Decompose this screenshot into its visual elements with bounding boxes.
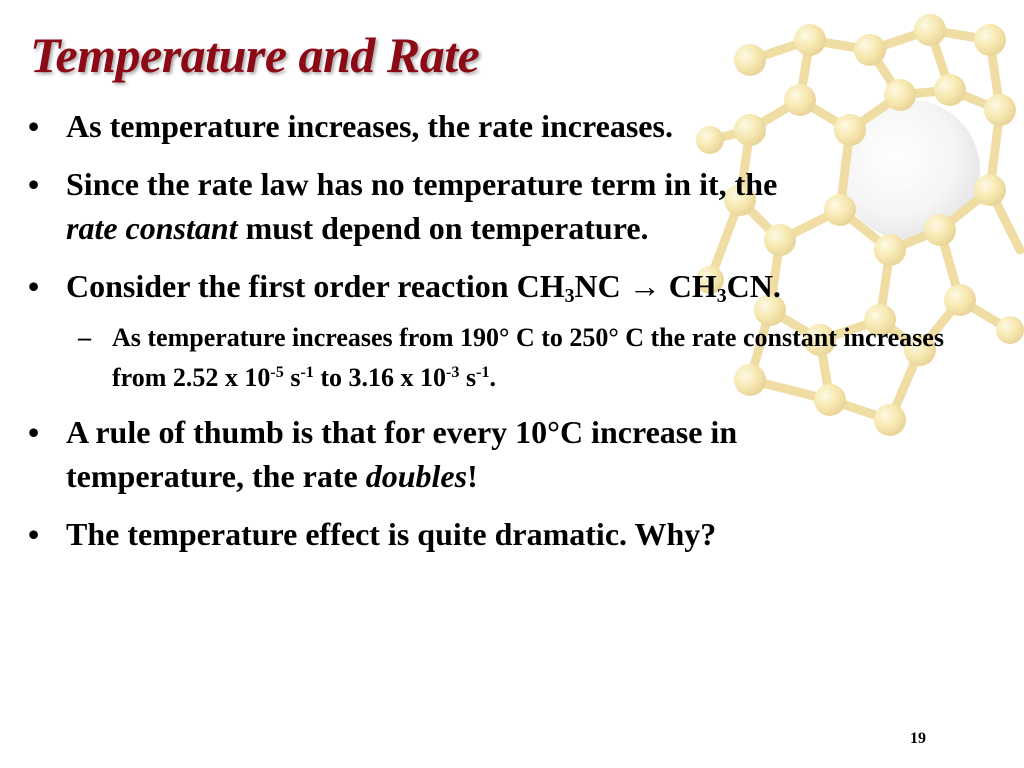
sub-bullet-text: . [489,363,496,392]
bullet-text: CN. [726,268,781,304]
bullet-marker: • [28,414,40,450]
sub-bullet-marker: – [78,323,91,352]
sub-bullet-text: s [283,363,301,392]
bullet-text: must depend on temperature. [237,210,649,246]
superscript: -1 [476,364,490,382]
superscript: -1 [300,364,314,382]
bullet-item [28,410,988,498]
bullet-marker: • [28,268,40,304]
bullet-text: NC → CH [574,268,717,304]
sub-bullet-text: C the rate constant increases from 2.52 x 10 [112,323,944,392]
page-number: 19 [910,730,926,747]
bullet-marker: • [28,166,40,202]
bullet-marker: • [28,108,40,144]
bullet-text: temperature, the rate [66,458,366,494]
sub-bullet-text: s [459,363,477,392]
slide-title: Temperature and Rate [30,27,480,83]
degree-symbol: ° [608,323,619,352]
superscript: -3 [446,364,460,382]
slide-content [28,104,988,570]
bullet-item [28,104,988,148]
bullet-text: Since the rate law has no temperature term in it, the [66,166,778,202]
bullet-text: A rule of thumb is that for every 10°C increase in [66,414,738,450]
bullet-emphasis: doubles [365,458,468,494]
sub-bullet-item [28,318,988,398]
bullet-emphasis: rate constant [66,210,238,246]
subscript: 3 [716,284,727,307]
superscript: -5 [270,364,284,382]
sub-bullet-text: C to 250 [509,323,609,352]
bullet-marker: • [28,516,40,552]
sub-bullet-text: to 3.16 x 10 [313,363,447,392]
bullet-text: Consider the first order reaction CH [66,268,565,304]
bullet-item [28,162,988,250]
bullet-text: ! [467,458,478,494]
bullet-item [28,512,988,556]
bullet-item [28,264,988,308]
degree-symbol: ° [499,323,510,352]
bullet-text: The temperature effect is quite dramatic. Why? [66,516,717,552]
subscript: 3 [564,284,575,307]
sub-bullet-text: As temperature increases from 190 [112,323,500,352]
bullet-text: As temperature increases, the rate increases. [66,108,673,144]
